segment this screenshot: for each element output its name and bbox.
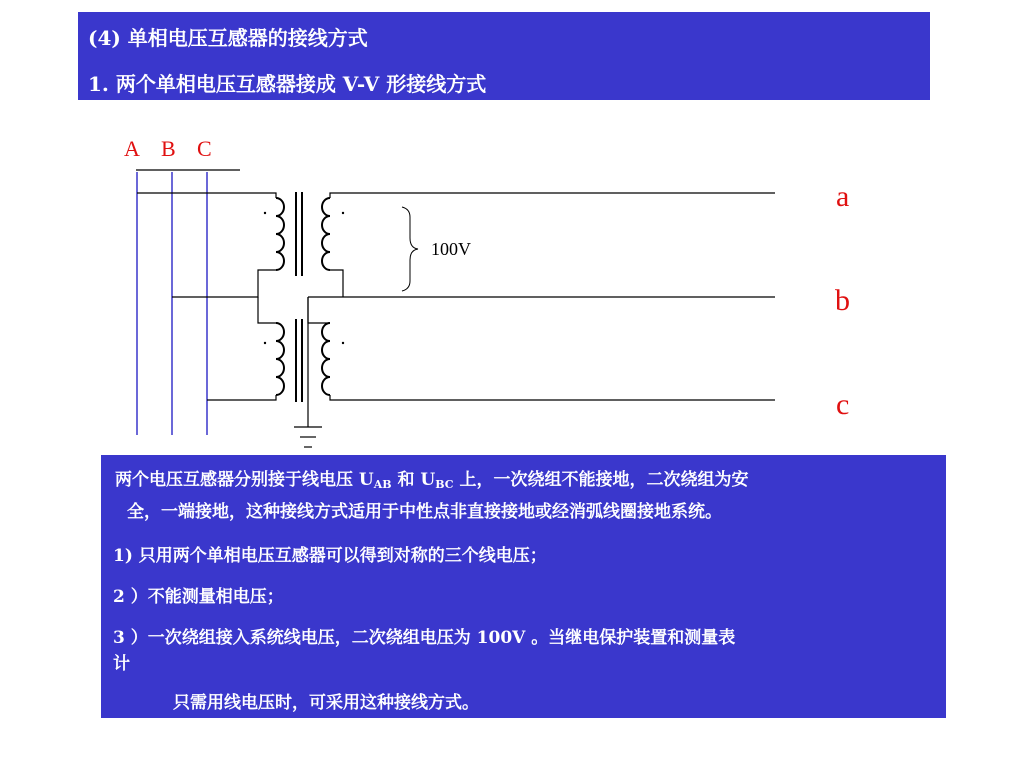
list-item-3-conclusion: 只需用线电压时，可采用这种接线方式。	[173, 693, 479, 713]
phase-label-a-secondary: a	[836, 180, 850, 213]
transformer2-primary-coil	[276, 323, 284, 395]
phase-label-a-primary: A	[124, 136, 140, 161]
list-item-2: 2 ）不能测量相电压；	[113, 587, 284, 607]
transformer1-secondary-coil	[322, 198, 330, 270]
transformer1-polarity-dot-secondary	[342, 212, 344, 214]
transformer2-polarity-dot-primary	[264, 342, 266, 344]
secondary-wire-t1-bottom	[330, 270, 343, 297]
section-title: (4) 单相电压互感器的接线方式	[88, 26, 368, 50]
voltage-brace	[402, 207, 418, 291]
phase-label-b-secondary: b	[835, 284, 850, 317]
list-item-1: 1) 只用两个单相电压互感器可以得到对称的三个线电压；	[113, 546, 547, 566]
desc-text-1b: 和 U	[391, 470, 436, 490]
subsection-title: 1. 两个单相电压互感器接成 V-V 形接线方式	[88, 72, 487, 96]
secondary-wire-t2-top	[308, 297, 330, 323]
secondary-line-a	[330, 193, 775, 198]
transformer2-polarity-dot-secondary	[342, 342, 344, 344]
transformer1-polarity-dot-primary	[264, 212, 266, 214]
list-item-3: 3 ）一次绕组接入系统线电压，二次绕组电压为 100V 。当继电保护装置和测量表	[113, 628, 736, 648]
primary-wire-b2	[258, 297, 276, 323]
primary-wire-b	[172, 270, 276, 297]
desc-subscript-ab: AB	[373, 478, 392, 491]
desc-text-1a: 两个电压互感器分别接于线电压 U	[115, 470, 374, 490]
transformer2-secondary-coil	[322, 323, 330, 395]
description-box	[101, 455, 946, 718]
description-line-2: 全，一端接地，这种接线方式适用于中性点非直接接地或经消弧线圈接地系统。	[127, 502, 722, 522]
transformer1-primary-coil	[276, 198, 284, 270]
desc-text-1c: 上，一次绕组不能接地，二次绕组为安	[453, 470, 749, 490]
description-line-1	[115, 465, 748, 491]
voltage-label: 100V	[431, 239, 471, 259]
phase-label-c-primary: C	[197, 136, 212, 161]
desc-subscript-bc: BC	[435, 478, 454, 491]
secondary-line-c	[330, 395, 775, 400]
list-item-3-continued: 计	[113, 654, 130, 674]
phase-label-c-secondary: c	[836, 388, 850, 421]
primary-wire-c	[207, 395, 276, 400]
phase-label-b-primary: B	[161, 136, 176, 161]
